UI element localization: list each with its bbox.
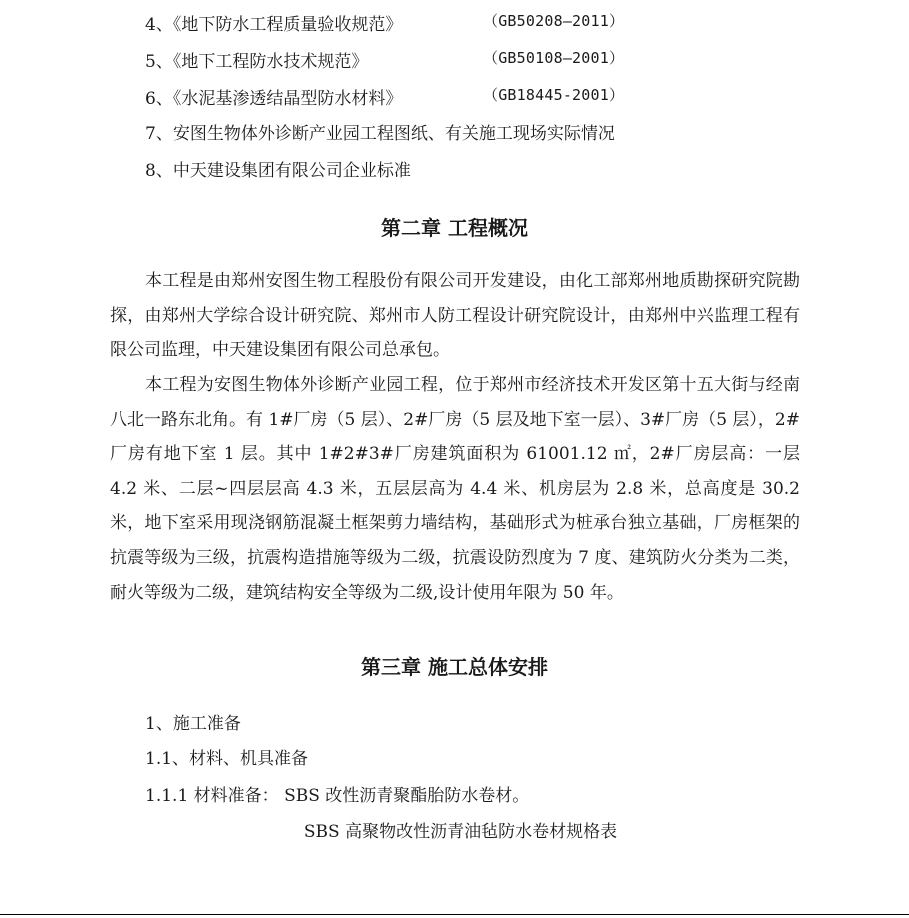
chapter-2-paragraph-1: 本工程是由郑州安图生物工程股份有限公司开发建设，由化工部郑州地质勘探研究院勘探，由郑州大学综合设计研究院、郑州市人防工程设计研究院设计，由郑州中兴监理工程有限公司监理，中天建设集团有限公司总承包。: [110, 271, 800, 361]
reference-item: [145, 156, 411, 181]
reference-label: 4、《地下防水工程质量验收规范》: [145, 15, 403, 35]
chapter-3-title: 第三章 施工总体安排: [361, 655, 548, 679]
reference-code: （GB18445-2001）: [483, 86, 625, 104]
table-caption: SBS 高聚物改性沥青油毡防水卷材规格表: [303, 822, 618, 842]
reference-item: [145, 119, 615, 144]
reference-item: [145, 84, 625, 109]
reference-label: 6、《水泥基渗透结晶型防水材料》: [145, 89, 403, 109]
material-line: 1.1.1 材料准备： SBS 改性沥青聚酯胎防水卷材。: [145, 786, 530, 806]
reference-item: [145, 47, 625, 72]
reference-label: 8、中天建设集团有限公司企业标准: [145, 161, 411, 181]
chapter-2-title: 第二章 工程概况: [381, 216, 528, 240]
reference-item: [145, 10, 625, 35]
section-heading: 1、施工准备: [145, 714, 241, 734]
reference-label: 7、安图生物体外诊断产业园工程图纸、有关施工现场实际情况: [145, 124, 615, 144]
chapter-2-paragraph-2: 本工程为安图生物体外诊断产业园工程，位于郑州市经济技术开发区第十五大街与经南八北一路东北角。有 1#厂房（5 层）、2#厂房（5 层及地下室一层）、3#厂房（5 层），2#厂房有地下室 1 层。其中 1#2#3#厂房建筑面积为 61001.12 ㎡，2#厂房层高：一层 4.2 米、二层~四层层高 4.3 米，五层层高为 4.4 米、机房层为 2.8 米，总高度是 30.2 米，地下室采用现浇钢筋混凝土框架剪力墙结构，基础形式为桩承台独立基础，厂房框架的抗震等级为三级，抗震构造措施等级为二级，抗震设防烈度为 7 度、建筑防火分类为二类，耐火等级为二级，建筑结构安全等级为二级,设计使用年限为 50 年。: [110, 375, 800, 603]
reference-code: （GB50108—2001）: [483, 49, 625, 67]
reference-label: 5、《地下工程防水技术规范》: [145, 52, 369, 72]
subsection-heading: 1.1、材料、机具准备: [145, 749, 309, 769]
reference-code: （GB50208—2011）: [483, 12, 625, 30]
page-bottom-rule: [0, 914, 909, 915]
